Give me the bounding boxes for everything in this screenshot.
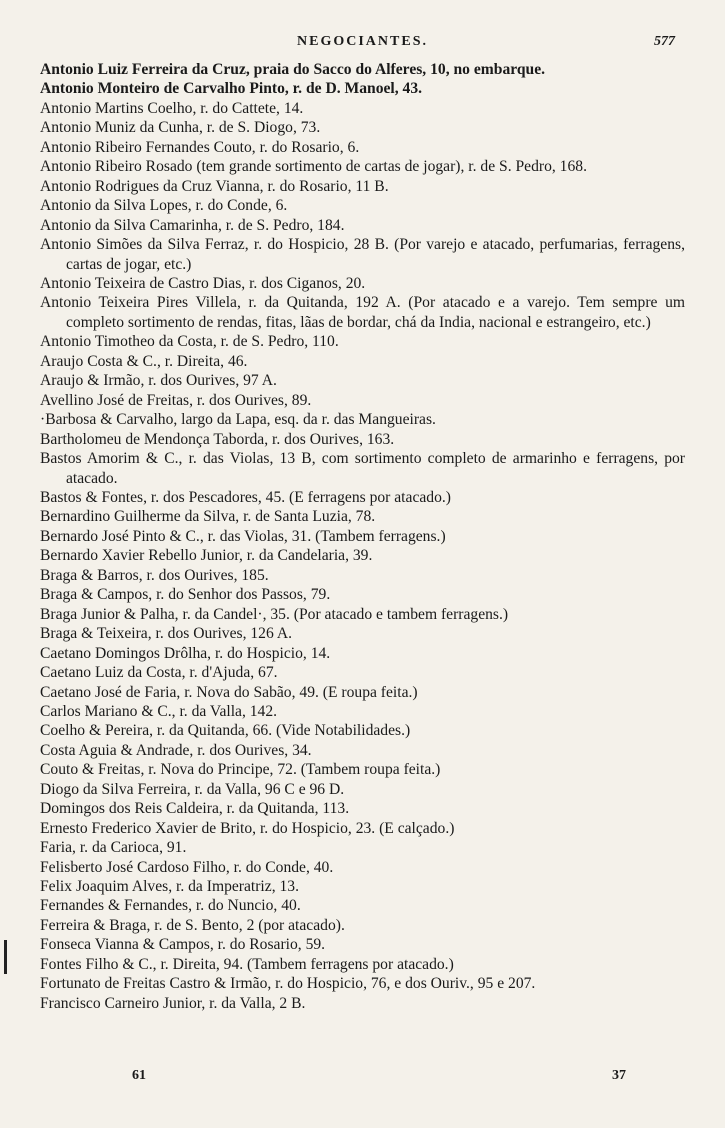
directory-entry: Bernardino Guilherme da Silva, r. de Santa Luzia, 78.	[40, 508, 376, 526]
directory-entry: Fernandes & Fernandes, r. do Nuncio, 40.	[40, 897, 301, 915]
directory-entry: Braga & Barros, r. dos Ourives, 185.	[40, 566, 269, 584]
directory-entry: Antonio da Silva Lopes, r. do Conde, 6.	[40, 197, 288, 215]
directory-entry: Antonio Ribeiro Fernandes Couto, r. do Rosario, 6.	[40, 138, 360, 156]
directory-entry: Antonio Muniz da Cunha, r. de S. Diogo, 73.	[40, 119, 321, 137]
directory-entry: Antonio da Silva Camarinha, r. de S. Pedro, 184.	[40, 216, 345, 234]
directory-entry: Antonio Simões da Silva Ferraz, r. do Hospicio, 28 B. (Por varejo e atacado, perfumarias, ferragens, cartas de jogar, etc.)	[40, 236, 685, 273]
page-number: 577	[654, 34, 675, 49]
directory-entry: Antonio Ribeiro Rosado (tem grande sortimento de cartas de jogar), r. de S. Pedro, 168.	[40, 158, 587, 176]
directory-entry: Braga & Teixeira, r. dos Ourives, 126 A.	[40, 625, 292, 643]
directory-entry: Antonio Teixeira de Castro Dias, r. dos Ciganos, 20.	[40, 274, 366, 292]
directory-entry: Costa Aguia & Andrade, r. dos Ourives, 34.	[40, 741, 312, 759]
footer-number: 37	[612, 1068, 626, 1083]
running-title: NEGOCIANTES.	[297, 34, 428, 49]
directory-entry: Avellino José de Freitas, r. dos Ourives, 89.	[40, 391, 312, 409]
directory-entry: Carlos Mariano & C., r. da Valla, 142.	[40, 702, 278, 720]
directory-entry: Fonseca Vianna & Campos, r. do Rosario, 59.	[40, 936, 326, 954]
page-footer	[0, 1068, 725, 1088]
directory-entry: Domingos dos Reis Caldeira, r. da Quitanda, 113.	[40, 800, 350, 818]
directory-entry: Antonio Monteiro de Carvalho Pinto, r. de D. Manoel, 43.	[40, 80, 423, 98]
directory-entry: Araujo Costa & C., r. Direita, 46.	[40, 352, 248, 370]
directory-entry: Araujo & Irmão, r. dos Ourives, 97 A.	[40, 372, 277, 390]
directory-entry: Ernesto Frederico Xavier de Brito, r. do Hospicio, 23. (E calçado.)	[40, 819, 455, 837]
directory-entry: Ferreira & Braga, r. de S. Bento, 2 (por atacado).	[40, 916, 345, 934]
directory-entry: Braga Junior & Palha, r. da Candel·, 35. (Por atacado e tambem ferragens.)	[40, 605, 509, 623]
signature-mark: 61	[132, 1068, 146, 1083]
directory-entry: Antonio Luiz Ferreira da Cruz, praia do Sacco do Alferes, 10, no embarque.	[40, 61, 546, 78]
directory-entry: Faria, r. da Carioca, 91.	[40, 839, 187, 857]
directory-entry: Antonio Timotheo da Costa, r. de S. Pedro, 110.	[40, 333, 339, 351]
directory-entry: Bernardo José Pinto & C., r. das Violas, 31. (Tambem ferragens.)	[40, 527, 446, 545]
directory-entry: Felix Joaquim Alves, r. da Imperatriz, 13.	[40, 878, 299, 896]
directory-entry: Couto & Freitas, r. Nova do Principe, 72. (Tambem roupa feita.)	[40, 761, 441, 779]
directory-entry: ·Barbosa & Carvalho, largo da Lapa, esq. da r. das Mangueiras.	[40, 411, 436, 429]
directory-entry: Fontes Filho & C., r. Direita, 94. (Tambem ferragens por atacado.)	[40, 955, 454, 973]
directory-entry: Antonio Rodrigues da Cruz Vianna, r. do Rosario, 11 B.	[40, 177, 389, 195]
directory-entry: Caetano Domingos Drôlha, r. do Hospicio, 14.	[40, 644, 331, 662]
directory-entry: Braga & Campos, r. do Senhor dos Passos, 79.	[40, 586, 331, 604]
directory-entry: Diogo da Silva Ferreira, r. da Valla, 96 C e 96 D.	[40, 780, 345, 798]
directory-entry: Caetano José de Faria, r. Nova do Sabão, 49. (E roupa feita.)	[40, 683, 418, 701]
directory-entry: Antonio Martins Coelho, r. do Cattete, 14.	[40, 99, 304, 117]
directory-entry: Bastos Amorim & C., r. das Violas, 13 B, com sortimento completo de armarinho e ferragens, por atacado.	[40, 450, 685, 487]
directory-entry: Francisco Carneiro Junior, r. da Valla, 2 B.	[40, 994, 306, 1012]
margin-mark	[4, 940, 7, 974]
directory-entry: Fortunato de Freitas Castro & Irmão, r. do Hospicio, 76, e dos Ouriv., 95 e 207.	[40, 975, 536, 993]
directory-entry: Antonio Teixeira Pires Villela, r. da Quitanda, 192 A. (Por atacado e a varejo. Tem sempre um completo sortimento de rendas, fitas, lãas de bordar, chá da India, nacional e estrangeiro, etc.)	[40, 294, 685, 331]
directory-entry: Coelho & Pereira, r. da Quitanda, 66. (Vide Notabilidades.)	[40, 722, 411, 740]
directory-entry: Bartholomeu de Mendonça Taborda, r. dos Ourives, 163.	[40, 430, 395, 448]
directory-entry: Bastos & Fontes, r. dos Pescadores, 45. (E ferragens por atacado.)	[40, 488, 451, 506]
directory-entry: Felisberto José Cardoso Filho, r. do Conde, 40.	[40, 858, 334, 876]
entry-list	[40, 60, 685, 1013]
page-header	[40, 34, 685, 56]
directory-entry: Caetano Luiz da Costa, r. d'Ajuda, 67.	[40, 664, 278, 682]
directory-entry: Bernardo Xavier Rebello Junior, r. da Candelaria, 39.	[40, 547, 373, 565]
